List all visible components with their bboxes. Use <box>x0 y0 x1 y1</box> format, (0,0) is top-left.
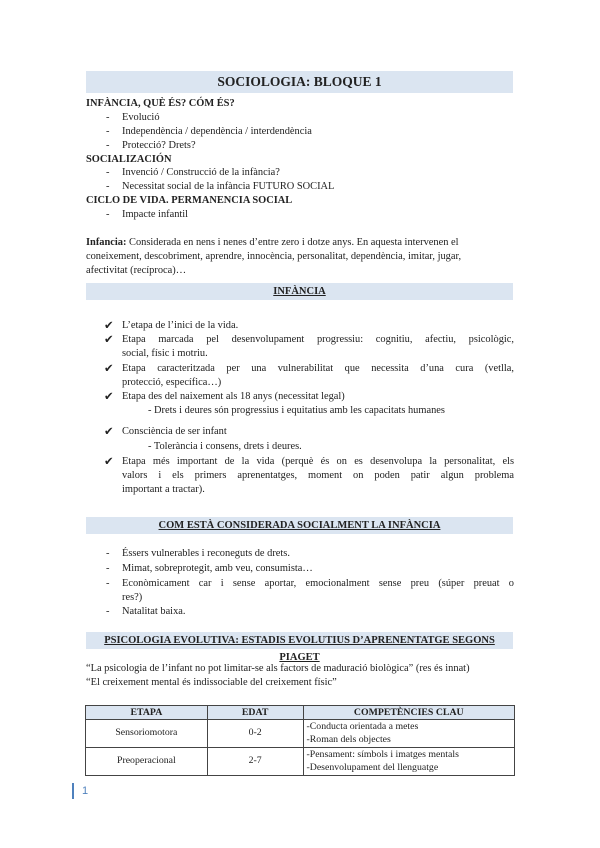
social-item-cont: res?) <box>122 592 143 603</box>
table-row <box>86 748 515 776</box>
table-cell-edat: 0-2 <box>207 720 303 748</box>
check-icon: ✔ <box>104 424 114 438</box>
definition-text: Considerada en nens i nenes d’entre zero i dotze anys. En aquesta intervenen el <box>126 237 459 248</box>
section-heading-infancia: INFÀNCIA <box>86 283 513 300</box>
page-number-bar <box>72 783 74 799</box>
bullet-dash: - <box>106 606 110 617</box>
outline-item: Independència / dependència / interdendència <box>122 126 312 137</box>
infancia-term: Infancia: <box>86 237 127 248</box>
infancia-item: Etapa marcada pel desenvolupament progressiu: cognitiu, afectiu, psicològic, <box>122 334 514 345</box>
section-heading-piaget: PSICOLOGIA EVOLUTIVA: ESTADIS EVOLUTIUS D’APRENENTATGE SEGONS PIAGET <box>86 632 513 649</box>
competency-line: -Desenvolupament del llenguatge <box>306 761 439 773</box>
infancia-item-cont: protecció, específica…) <box>122 377 222 388</box>
outline-heading-infancia: INFÀNCIA, QUÈ ÉS? CÓM ÉS? <box>86 98 235 109</box>
quote-line: “El creixement mental és indissociable del creixement físic” <box>86 677 337 688</box>
infancia-subitem: - Tolerància i consens, drets i deures. <box>148 441 302 452</box>
social-item: Econòmicament car i sense aportar, emocionalment sense preu (súper preuat o <box>122 578 514 589</box>
social-item: Natalitat baixa. <box>122 606 186 617</box>
infancia-subitem: - Drets i deures són progressius i equitatius amb les capacitats humanes <box>148 405 445 416</box>
bullet-dash: - <box>106 126 110 137</box>
bullet-dash: - <box>106 112 110 123</box>
section-heading-social: COM ESTÀ CONSIDERADA SOCIALMENT LA INFÀNCIA <box>86 517 513 534</box>
page-number: 1 <box>82 785 89 797</box>
table-row <box>86 720 515 748</box>
table-header-etapa: ETAPA <box>86 706 208 720</box>
page-title: SOCIOLOGIA: BLOQUE 1 <box>86 71 513 93</box>
bullet-dash: - <box>106 181 110 192</box>
infancia-item: L’etapa de l’inici de la vida. <box>122 320 239 331</box>
bullet-dash: - <box>106 578 110 589</box>
outline-heading-socializacion: SOCIALIZACIÓN <box>86 154 172 165</box>
bullet-dash: - <box>106 209 110 220</box>
infancia-definition-line: coneixement, descobriment, aprendre, innocència, personalitat, dependència, imitar, jugar, <box>86 251 462 262</box>
social-item: Mimat, sobreprotegit, amb veu, consumista… <box>122 563 313 574</box>
competency-line: -Pensament: símbols i imatges mentals <box>306 749 459 760</box>
quote-line: “La psicologia de l’infant no pot limitar-se als factors de maduració biològica” (res és innat) <box>86 663 470 674</box>
check-icon: ✔ <box>104 318 114 332</box>
table-header-edat: EDAT <box>207 706 303 720</box>
table-cell-competencies <box>303 720 515 748</box>
outline-item: Protecció? Drets? <box>122 140 196 151</box>
outline-item: Invenció / Construcció de la infància? <box>122 167 280 178</box>
table-header-competencies: COMPETÈNCIES CLAU <box>303 706 515 720</box>
competency-line: -Conducta orientada a metes <box>306 721 419 732</box>
competency-line: -Roman dels objectes <box>306 733 391 745</box>
bullet-dash: - <box>106 140 110 151</box>
infancia-item: Etapa més important de la vida (perquè és on es desenvolupa la personalitat, els <box>122 456 514 467</box>
infancia-item: Etapa caracteritzada per una vulnerabilitat que necessita d’una cura (vetlla, <box>122 363 514 374</box>
bullet-dash: - <box>106 563 110 574</box>
check-icon: ✔ <box>104 454 114 468</box>
check-icon: ✔ <box>104 361 114 375</box>
bullet-dash: - <box>106 548 110 559</box>
outline-item: Necessitat social de la infància FUTURO SOCIAL <box>122 181 335 192</box>
infancia-item-cont: social, físic i motriu. <box>122 348 208 359</box>
check-icon: ✔ <box>104 389 114 403</box>
piaget-stages-table <box>85 705 515 776</box>
bullet-dash: - <box>106 167 110 178</box>
infancia-definition-line: afectivitat (recíproca)… <box>86 265 187 276</box>
infancia-item-cont: important a tractar). <box>122 484 205 495</box>
table-cell-etapa: Preoperacional <box>86 748 208 776</box>
infancia-definition-line <box>86 236 459 249</box>
check-icon: ✔ <box>104 332 114 346</box>
table-cell-competencies <box>303 748 515 776</box>
table-header-row <box>86 706 515 720</box>
outline-heading-ciclo: CICLO DE VIDA. PERMANENCIA SOCIAL <box>86 195 293 206</box>
infancia-item: Consciència de ser infant <box>122 426 227 437</box>
infancia-item-cont: valors i els primers aprenentatges, moment on poden patir algun problema <box>122 470 514 481</box>
infancia-item: Etapa des del naixement als 18 anys (necessitat legal) <box>122 391 345 402</box>
table-cell-etapa: Sensoriomotora <box>86 720 208 748</box>
table-cell-edat: 2-7 <box>207 748 303 776</box>
outline-item: Impacte infantil <box>122 209 189 220</box>
social-item: Éssers vulnerables i reconeguts de drets. <box>122 548 290 559</box>
outline-item: Evolució <box>122 112 160 123</box>
